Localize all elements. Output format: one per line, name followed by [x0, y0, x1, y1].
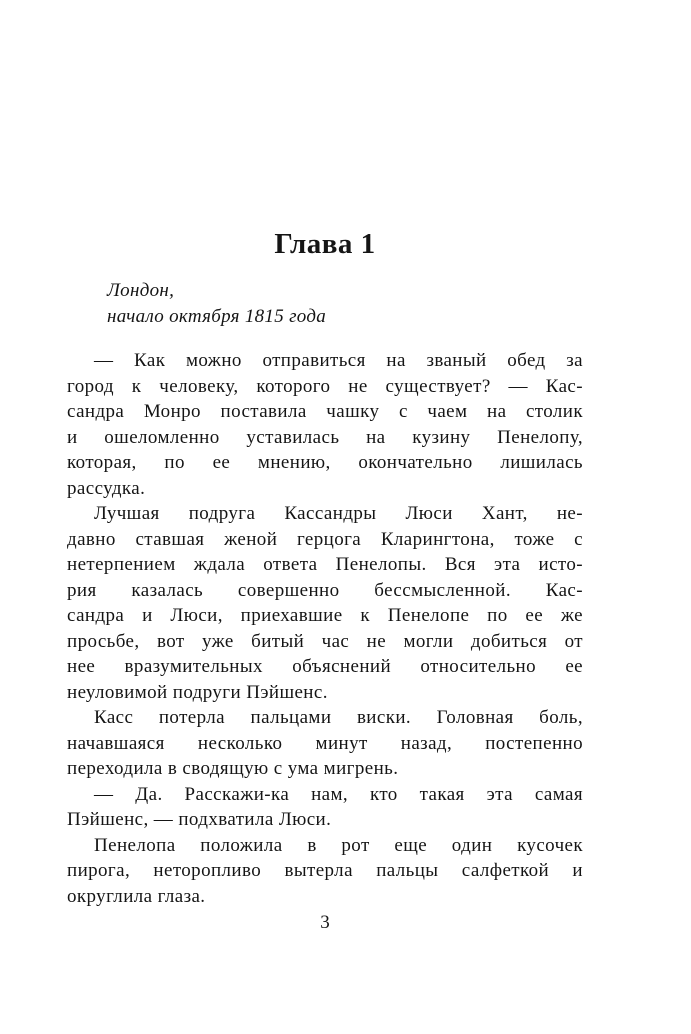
text-line: сандра Монро поставила чашку с чаем на столик — [67, 401, 583, 422]
text-line: округлила глаза. — [67, 885, 206, 907]
text-line: нее вразумительных объяснений относительно ее — [67, 656, 583, 677]
text-line: сандра и Люси, приехавшие к Пенелопе по ее же — [67, 605, 583, 626]
text-line: нетерпением ждала ответа Пенелопы. Вся эта исто- — [67, 554, 583, 575]
dateline — [107, 278, 326, 329]
dateline-date: начало октября 1815 года — [107, 305, 327, 327]
text-line: неуловимой подруги Пэйшенс. — [67, 681, 328, 703]
paragraph — [67, 501, 583, 705]
text-line: Пэйшенс, — подхватила Люси. — [67, 809, 332, 830]
text-line: Лучшая подруга Кассандры Люси Хант, не- — [94, 503, 583, 524]
text-line: которая, по ее мнению, окончательно лишилась — [67, 452, 583, 473]
paragraph — [67, 348, 583, 501]
body-text — [67, 348, 583, 909]
paragraph — [67, 782, 583, 833]
text-line: переходила в сводящую с ума мигрень. — [67, 758, 399, 779]
dateline-place: Лондон, — [107, 280, 175, 301]
text-line: — Как можно отправиться на званый обед за — [94, 350, 583, 371]
text-line: рассудка. — [67, 477, 146, 499]
page-number: 3 — [320, 912, 330, 933]
text-line: рия казалась совершенно бессмысленной. Кас- — [67, 579, 583, 601]
paragraph — [67, 705, 583, 782]
text-line: и ошеломленно уставилась на кузину Пенелопу, — [67, 426, 583, 448]
text-line: — Да. Расскажи-ка нам, кто такая эта самая — [94, 783, 583, 805]
text-line: просьбе, вот уже битый час не могли добиться от — [67, 630, 583, 652]
chapter-title: Глава 1 — [274, 228, 376, 260]
text-line: Пенелопа положила в рот еще один кусочек — [94, 834, 583, 856]
paragraph — [67, 833, 583, 910]
text-line: Касс потерла пальцами виски. Головная боль, — [94, 707, 583, 728]
text-line: город к человеку, которого не существует? — Кас- — [67, 375, 583, 397]
text-line: пирога, неторопливо вытерла пальцы салфеткой и — [67, 860, 583, 881]
text-line: давно ставшая женой герцога Кларингтона, тоже с — [67, 528, 583, 550]
text-line: начавшаяся несколько минут назад, постепенно — [67, 732, 583, 754]
